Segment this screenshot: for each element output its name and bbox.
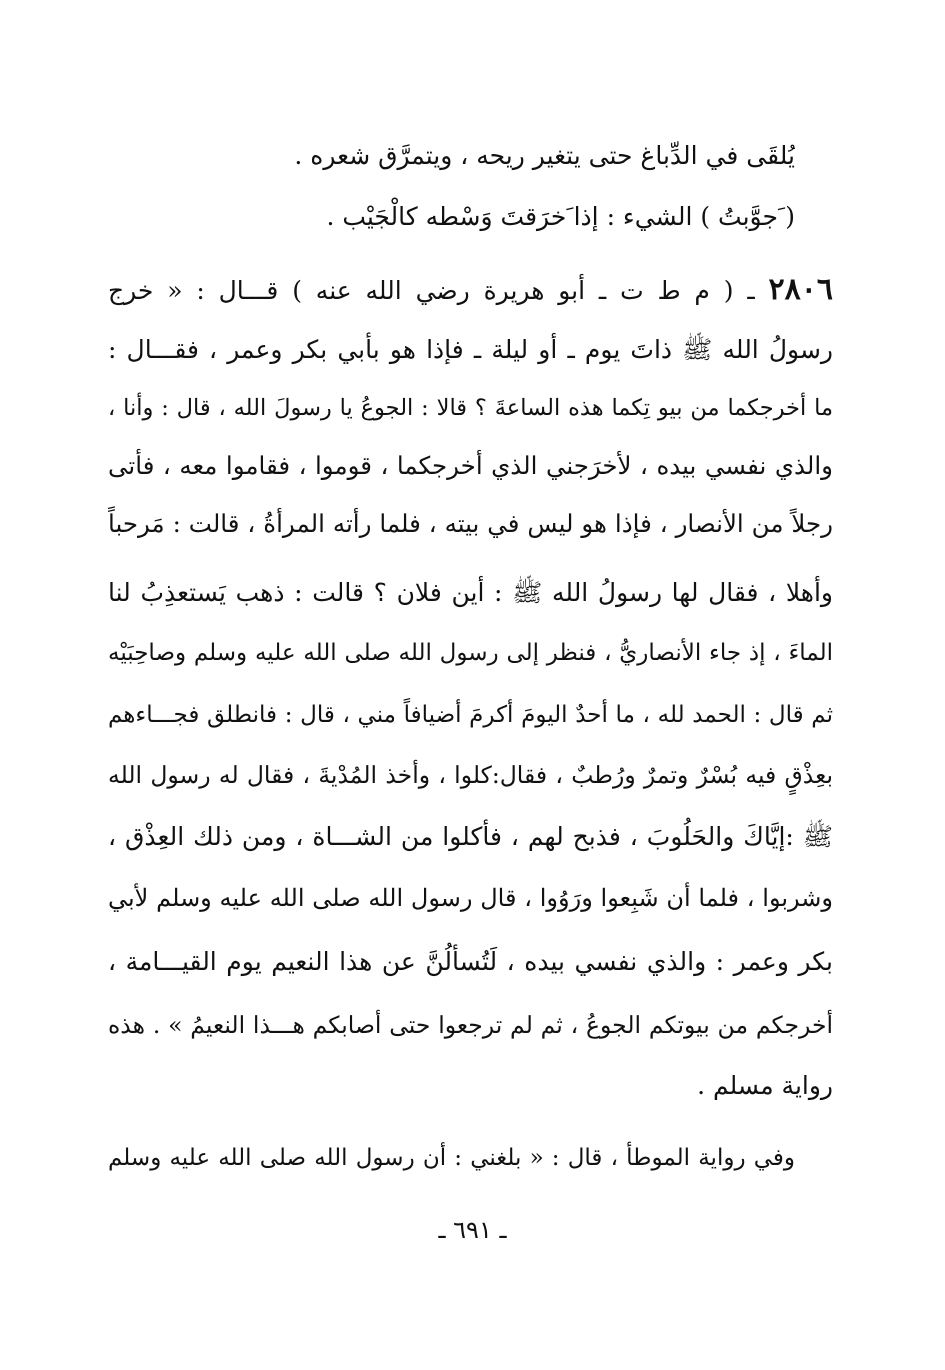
hadith-line: رواية مسلم . [697,1071,833,1100]
glossary-line-1: يُلقَى في الدِّباغ حتى يتغير ريحه ، ويتمرَّق شعره . [294,141,795,170]
hadith-heading-line [108,270,833,311]
hadith-line: والذي نفسي بيده ، لأخرَجني الذي أخرجكما ، قوموا ، فقاموا معه ، فأتى [108,451,833,480]
hadith-number: ٢٨٠٦ [768,272,833,307]
muwatta-line: وفي رواية الموطأ ، قال : « بلغني : أن رسول الله صلى الله عليه وسلم [108,1145,795,1171]
page-number: ـ ٦٩١ ـ [438,1216,507,1244]
hadith-line: ما أخرجكما من بيو تِكما هذه الساعةَ ؟ قالا : الجوعُ يا رسولَ الله ، قال : وأنا ، [108,395,833,421]
hadith-heading-text: ـ ( م ط ت ـ أبو هريرة رضي الله عنه ) قـــال : « خرج [108,276,755,305]
hadith-line: ﷺ :إيَّاكَ والحَلُوبَ ، فذبح لهم ، فأكلوا من الشـــاة ، ومن ذلك العِذْق ، [108,822,833,851]
hadith-line: الماءَ ، إذ جاء الأنصاريُّ ، فنظر إلى رسول الله صلى الله عليه وسلم وصاحِبَيْه [108,640,833,666]
hadith-line: ثم قال : الحمد لله ، ما أحدٌ اليومَ أكرمَ أضيافاً مني ، قال : فانطلق فجـــاءهم [108,702,833,728]
hadith-line: بكر وعمر : والذي نفسي بيده ، لَتُسألُنَّ عن هذا النعيم يوم القيـــامة ، [108,947,833,976]
hadith-line: وشربوا ، فلما أن شَبِعوا ورَوُوا ، قال رسول الله صلى الله عليه وسلم لأبي [108,884,833,912]
hadith-line: بعِذْقٍ فيه بُسْرٌ وتمرٌ ورُطبٌ ، فقال:كلوا ، وأخذ المُدْيةَ ، فقال له رسول الله [108,761,833,789]
hadith-line: رسولُ الله ﷺ ذاتَ يوم ـ أو ليلة ـ فإذا هو بأبي بكر وعمر ، فقـــال : [108,335,833,364]
hadith-line: أخرجكم من بيوتكم الجوعُ ، ثم لم ترجعوا حتى أصابكم هـــذا النعيمُ » . هذه [108,1011,833,1039]
hadith-line: رجلاً من الأنصار ، فإذا هو ليس في بيته ، فلما رأته المرأةُ ، قالت : مَرحباً [108,509,833,538]
hadith-line: وأهلا ، فقال لها رسولُ الله ﷺ : أين فلان ؟ قالت : ذهب يَستعذِبُ لنا [108,578,833,607]
glossary-line-2: ( َجوَّبتُ ) الشيء : إذا َخرَقتَ وَسْطه كالْجَيْب . [326,202,795,231]
